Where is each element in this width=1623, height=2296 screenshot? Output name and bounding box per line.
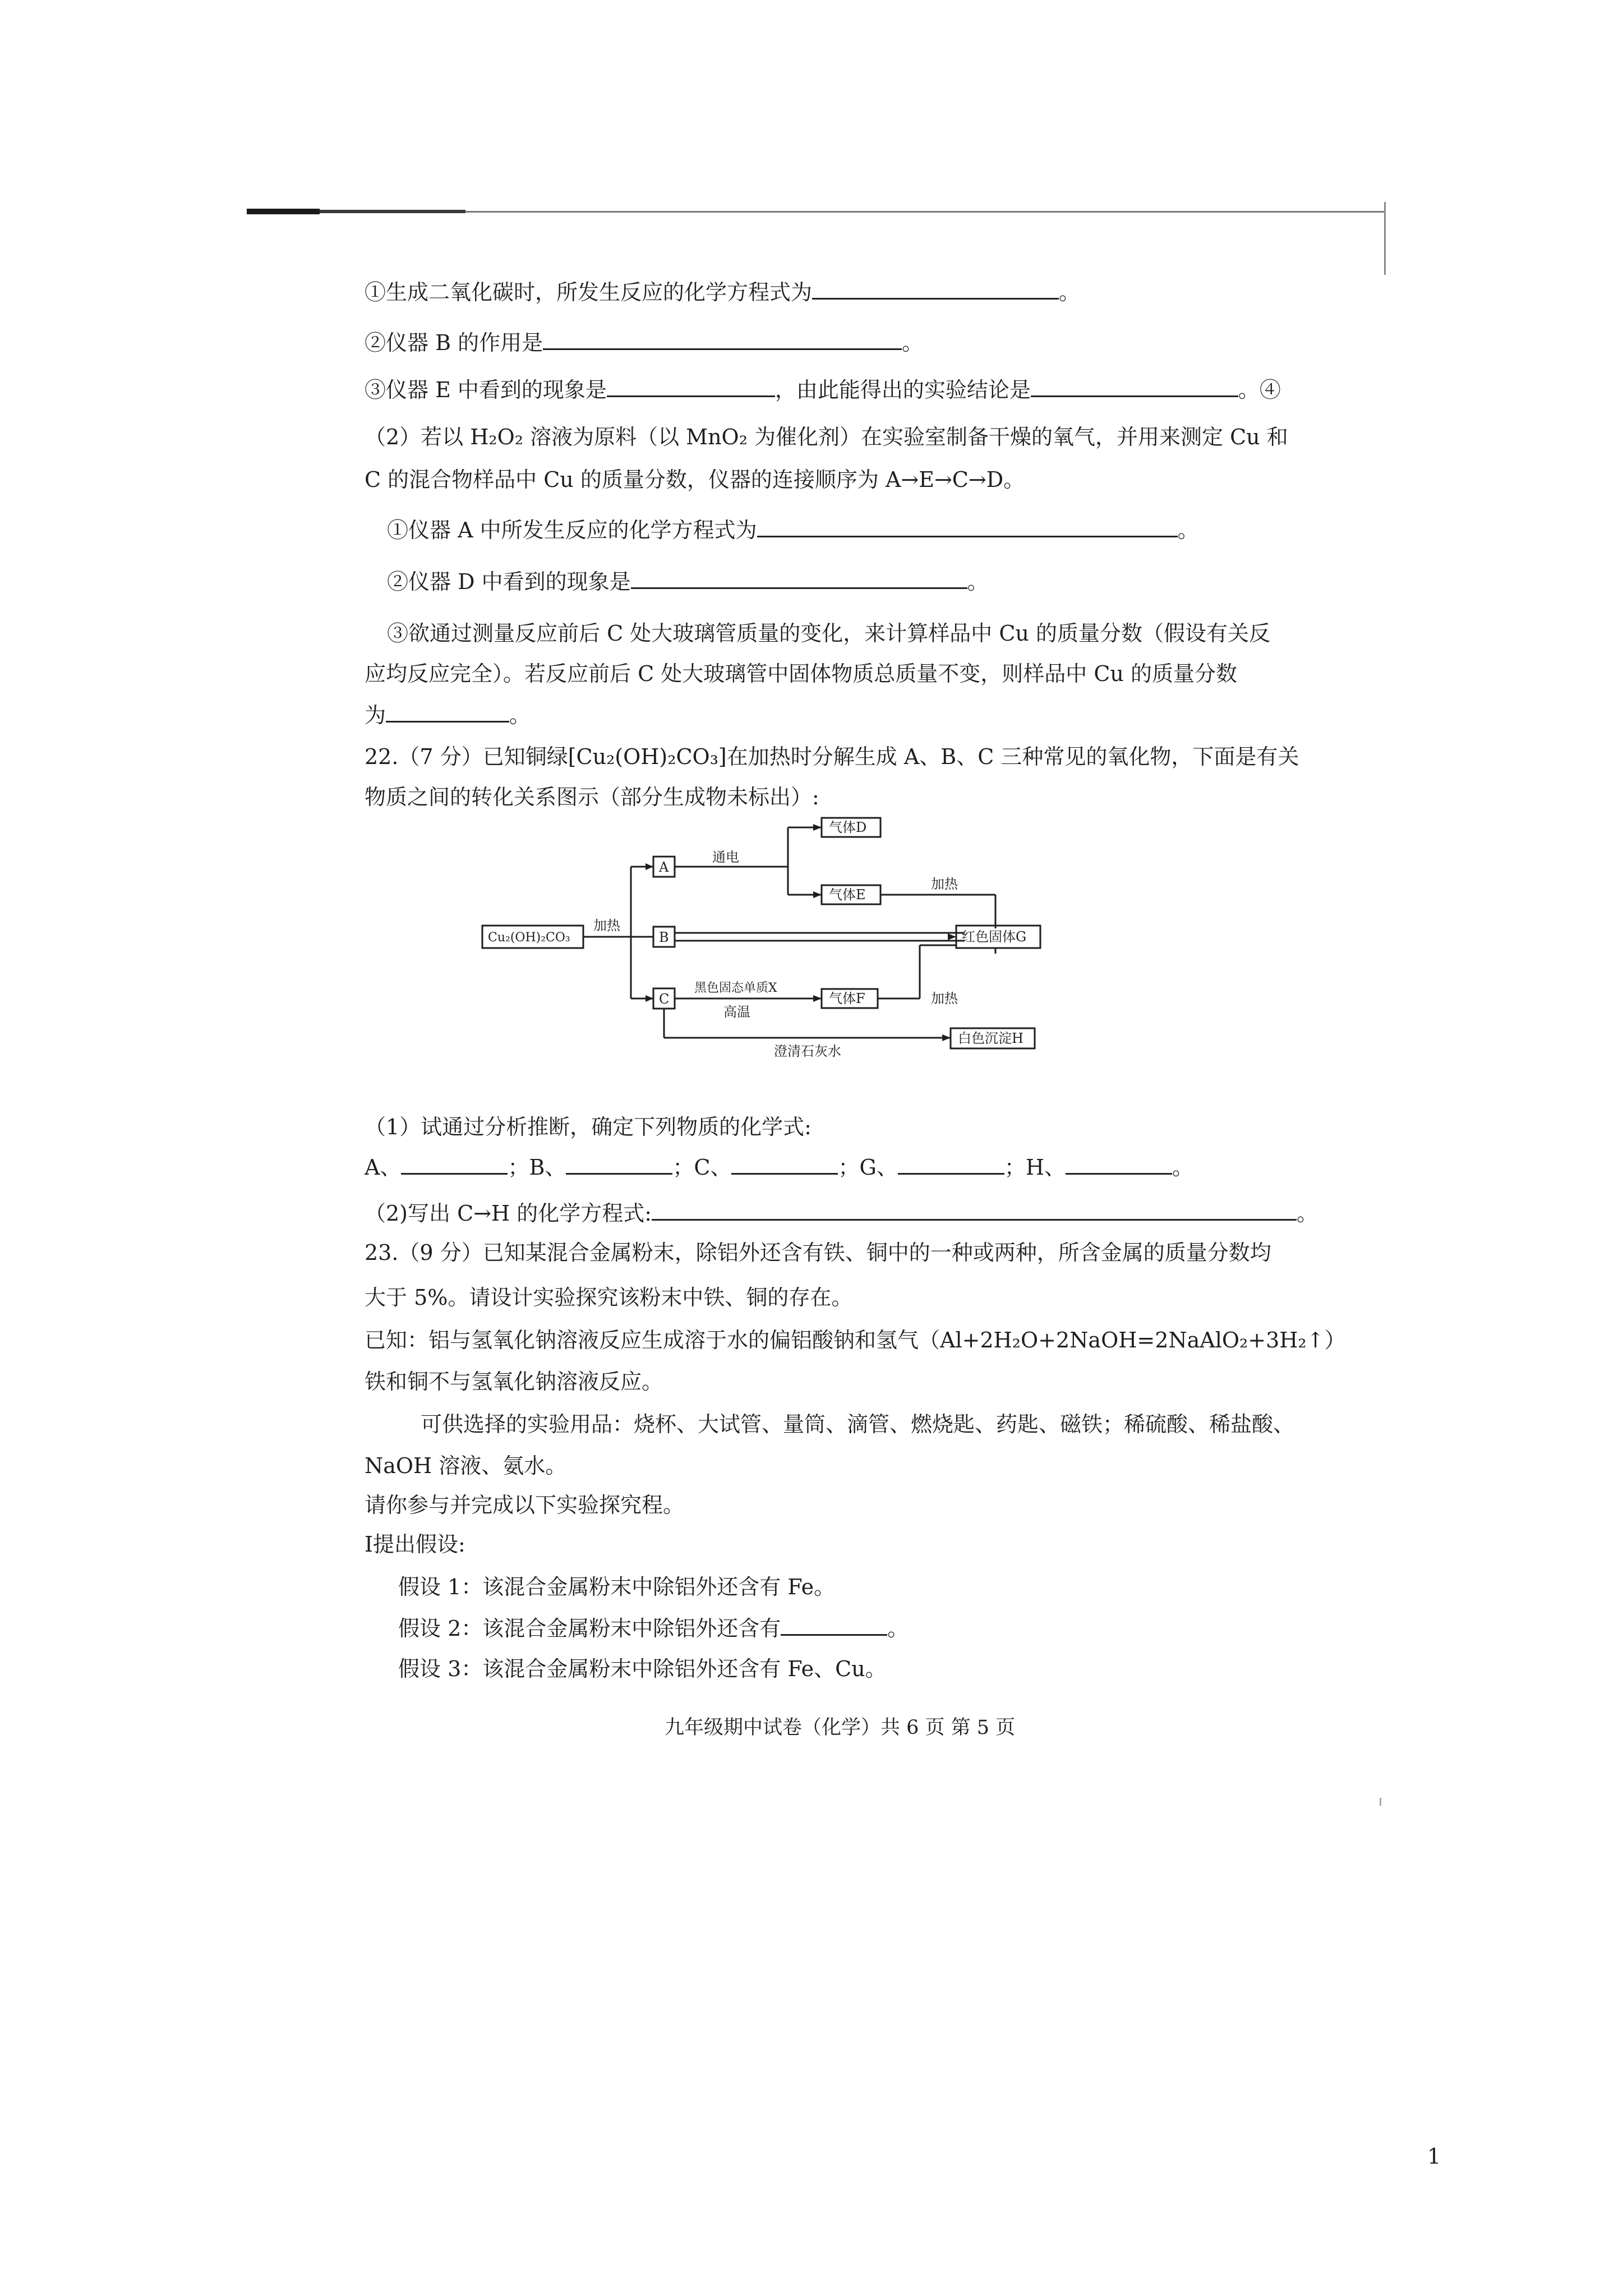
q23-line-6: NaOH 溶液、氨水。 (365, 1453, 567, 1478)
heat-label-3: 加热 (931, 991, 958, 1006)
ans-h-label: ；H、 (1004, 1155, 1066, 1180)
page-number: 1 (1427, 2144, 1441, 2169)
q21-p2a-text: ①仪器 A 中所发生反应的化学方程式为 (387, 518, 757, 542)
answer-blank[interactable] (812, 281, 1059, 300)
q21-l3-end: 。④ (1238, 378, 1281, 402)
q21-part2-b (387, 569, 989, 595)
q22-line-1: 22.（7 分）已知铜绿[Cu₂(OH)₂CO₃]在加热时分解生成 A、B、C 三种常见的氧化物，下面是有关 (365, 744, 1299, 769)
q21-part2-line-1: （2）若以 H₂O₂ 溶液为原料（以 MnO₂ 为催化剂）在实验室制备干燥的氧气，并用来测定 Cu 和 (365, 425, 1288, 449)
answer-blank-h[interactable] (1066, 1156, 1172, 1175)
hypothesis-2-end: 。 (887, 1616, 909, 1641)
ans-a-label: A、 (365, 1155, 402, 1180)
scan-edge-mark (1384, 202, 1386, 275)
q21-line-2 (365, 330, 923, 356)
answer-blank-g[interactable] (898, 1156, 1004, 1175)
q21-part2-a (387, 517, 1199, 543)
heat-label-1: 加热 (593, 918, 620, 933)
answer-blank-hypothesis[interactable] (781, 1617, 887, 1636)
precip-h-label: 白色沉淀H (958, 1030, 1023, 1046)
q23-line-5: 可供选择的实验用品：烧杯、大试管、量筒、滴管、燃烧匙、药匙、磁铁；稀硫酸、稀盐酸、 (421, 1412, 1295, 1437)
q21-p2c-text: 为 (365, 703, 386, 728)
answer-blank[interactable] (543, 332, 902, 350)
answer-blank[interactable] (386, 704, 509, 723)
ans-b-label: ；B、 (508, 1155, 566, 1180)
q23-line-1: 23.（9 分）已知某混合金属粉末，除铝外还含有铁、铜中的一种或两种，所含金属的质量分数均 (365, 1240, 1271, 1265)
q21-part2-c-line-3 (365, 702, 531, 728)
q21-p2a-end: 。 (1177, 518, 1199, 542)
q23-line-7: 请你参与并完成以下实验探究程。 (365, 1493, 685, 1517)
high-temp-label: 高温 (723, 1004, 750, 1020)
gas-f-label: 气体F (829, 991, 865, 1006)
heat-label-2: 加热 (931, 876, 958, 892)
ans-c-label: ；C、 (672, 1155, 732, 1180)
q21-l1-end: 。 (1059, 280, 1081, 305)
q22-sub2-end: 。 (1297, 1201, 1318, 1226)
page-footer: 九年级期中试卷（化学）共 6 页 第 5 页 (665, 1717, 1016, 1739)
answer-blank[interactable] (607, 379, 775, 397)
q21-l3-mid: ，由此能得出的实验结论是 (774, 378, 1031, 402)
box-c-label: C (659, 991, 670, 1007)
q22-sub1: （1）试通过分析推断，确定下列物质的化学式: (365, 1115, 811, 1139)
q21-line-3 (365, 377, 1281, 403)
black-x-label: 黑色固态单质X (694, 981, 777, 995)
q21-part2-c-line-1: ③欲通过测量反应前后 C 处大玻璃管质量的变化，来计算样品中 Cu 的质量分数（假设有关反 (387, 621, 1270, 646)
q21-l2-text: ②仪器 B 的作用是 (365, 330, 543, 355)
electrolysis-label: 通电 (712, 849, 739, 865)
hypothesis-3: 假设 3：该混合金属粉末中除铝外还含有 Fe、Cu。 (398, 1657, 887, 1681)
q22-sub2 (365, 1200, 1318, 1226)
q21-l2-end: 。 (902, 330, 924, 355)
hypothesis-2-text: 假设 2：该混合金属粉末中除铝外还含有 (398, 1616, 781, 1641)
scan-edge-mark-small (1380, 1798, 1381, 1806)
answer-blank-equation[interactable] (652, 1202, 1297, 1221)
answer-blank[interactable] (631, 570, 967, 589)
q21-p2b-text: ②仪器 D 中看到的现象是 (387, 569, 631, 594)
q22-sub2-text: （2)写出 C→H 的化学方程式: (365, 1201, 652, 1226)
limewater-label: 澄清石灰水 (774, 1043, 841, 1059)
ans-end: 。 (1172, 1155, 1193, 1180)
q23-line-2: 大于 5%。请设计实验探究该粉末中铁、铜的存在。 (365, 1285, 853, 1310)
q21-part2-c-line-2: 应均反应完全）。若反应前后 C 处大玻璃管中固体物质总质量不变，则样品中 Cu 的质量分数 (365, 661, 1237, 686)
answer-blank-c[interactable] (731, 1156, 838, 1175)
q23-line-3: 已知：铝与氢氧化钠溶液反应生成溶于水的偏铝酸钠和氢气（Al+2H₂O+2NaOH=2NaAlO₂+3H₂↑） (365, 1328, 1346, 1352)
solid-g-label: 红色固体G (962, 929, 1027, 945)
q22-answers (365, 1154, 1193, 1180)
q21-p2c-end: 。 (509, 703, 531, 728)
gas-e-label: 气体E (829, 887, 866, 903)
start-label: Cu₂(OH)₂CO₃ (488, 931, 570, 945)
ans-g-label: ；G、 (838, 1155, 898, 1180)
hypothesis-2 (398, 1616, 909, 1641)
q21-l3-text: ③仪器 E 中看到的现象是 (365, 378, 607, 402)
box-b-label: B (659, 930, 669, 945)
conversion-diagram (471, 813, 1099, 1077)
answer-blank-b[interactable] (566, 1156, 672, 1175)
header-rule-thin (465, 211, 1385, 213)
q21-l1-text: ①生成二氧化碳时，所发生反应的化学方程式为 (365, 280, 813, 305)
q21-part2-line-2: C 的混合物样品中 Cu 的质量分数，仪器的连接顺序为 A→E→C→D。 (365, 467, 1025, 492)
hypothesis-1: 假设 1：该混合金属粉末中除铝外还含有 Fe。 (398, 1575, 836, 1599)
q23-line-4: 铁和铜不与氢氧化钠溶液反应。 (365, 1369, 663, 1394)
header-rule-thick (247, 209, 320, 214)
answer-blank-a[interactable] (401, 1156, 508, 1175)
gas-d-label: 气体D (829, 820, 867, 835)
q21-line-1 (365, 279, 1080, 305)
answer-blank[interactable] (1031, 379, 1238, 397)
q23-line-8: Ⅰ提出假设: (365, 1532, 465, 1557)
q21-p2b-end: 。 (967, 569, 989, 594)
answer-blank[interactable] (757, 519, 1178, 537)
box-a-label: A (659, 859, 669, 875)
q22-line-2: 物质之间的转化关系图示（部分生成物未标出）: (365, 785, 819, 809)
header-rule-mid (320, 210, 465, 213)
